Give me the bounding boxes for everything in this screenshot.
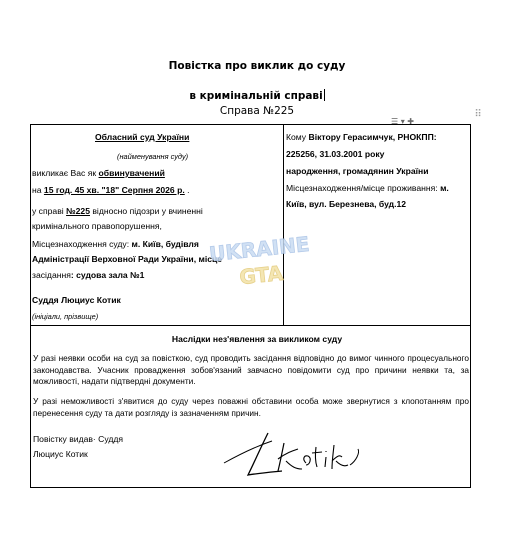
case-text-1: відносно підозри у вчиненні — [89, 206, 203, 216]
case-ref: №225 — [66, 206, 90, 216]
datetime-line — [32, 183, 190, 198]
court-name: Обласний суд України — [95, 132, 190, 142]
column-divider — [283, 124, 284, 325]
text-cursor — [324, 89, 325, 101]
summons-prefix: викликає Вас як — [32, 168, 99, 178]
location-1: м. Київ, будівля — [131, 239, 199, 249]
recipient-line-1 — [286, 130, 437, 145]
case-number: Справа №225 — [219, 105, 295, 117]
recipient-prefix: Кому — [286, 132, 309, 142]
residence-2: Київ, вул. Березнева, буд.12 — [286, 199, 407, 209]
svg-text:GTA: GTA — [238, 260, 285, 290]
consequences-heading: Наслідки нез'явлення за викликом суду — [171, 334, 343, 344]
location-3-prefix: засідання — [32, 270, 71, 280]
datetime-prefix: на — [32, 185, 44, 195]
table-move-handle-icon[interactable]: ⠿ — [474, 109, 482, 120]
recipient-line-2: 225256, 31.03.2001 року — [286, 149, 385, 159]
location-prefix: Місцезнаходження суду: — [32, 239, 132, 249]
watermark-logo — [190, 232, 330, 292]
residence-line-1 — [286, 181, 449, 196]
recipient-name: Віктору Герасимчук, РНОКПП: — [308, 132, 437, 142]
location-line-3 — [32, 268, 144, 283]
judge-caption: (ініціали, прізвище) — [32, 312, 99, 321]
document-title: Повістка про виклик до суду — [168, 60, 346, 72]
svg-text:UKRAINE: UKRAINE — [208, 232, 311, 267]
court-caption: (найменування суду) — [117, 152, 189, 161]
judge-name: Суддя Люциус Котик — [32, 295, 121, 305]
table-toolbar-icons[interactable]: ☰ ▾ ✚ — [391, 117, 414, 126]
consequences-para-2: У разі неможливості з'явитися до суду через поважні обставини особа може звернутися з клопотанням про перенесення суду та дати розгляду із зазначенням причин. — [33, 396, 469, 418]
role-value: обвинувачений — [98, 168, 165, 178]
summons-role-line — [32, 166, 165, 181]
consequences-para-1: У разі неявки особи на суд за повісткою, суд проводить засідання відповідно до вимог чинного процесуального законодавства. Учасник провадження зобов'язаний завчасно повідомити суд про причини неявки та, за можливості, надати підтвердні документи. — [33, 353, 469, 386]
row-divider — [30, 325, 471, 326]
document-subtitle — [0, 89, 514, 102]
location-3: : судова зала №1 — [70, 270, 145, 280]
case-prefix: у справі — [32, 206, 67, 216]
issued-by-2: Люциус Котик — [33, 449, 88, 459]
location-line-1 — [32, 237, 199, 252]
issued-by-1: Повістку видав· Суддя — [33, 434, 124, 444]
datetime-value: 15 год. 45 хв. "18" Серпня 2026 р. — [43, 185, 185, 195]
residence-label: Місцезнаходження/місце проживання: — [286, 183, 441, 193]
case-line — [32, 204, 203, 219]
subtitle-text: в кримінальній справі — [189, 90, 323, 102]
case-text-2: кримінального правопорушення, — [32, 221, 162, 231]
handwritten-signature — [220, 423, 370, 485]
location-2: Адміністрації Верховної Ради України, місце — [32, 254, 223, 264]
residence-1: м. — [440, 183, 449, 193]
datetime-suffix: . — [184, 185, 190, 195]
recipient-line-3: народження, громадянин України — [286, 166, 429, 176]
